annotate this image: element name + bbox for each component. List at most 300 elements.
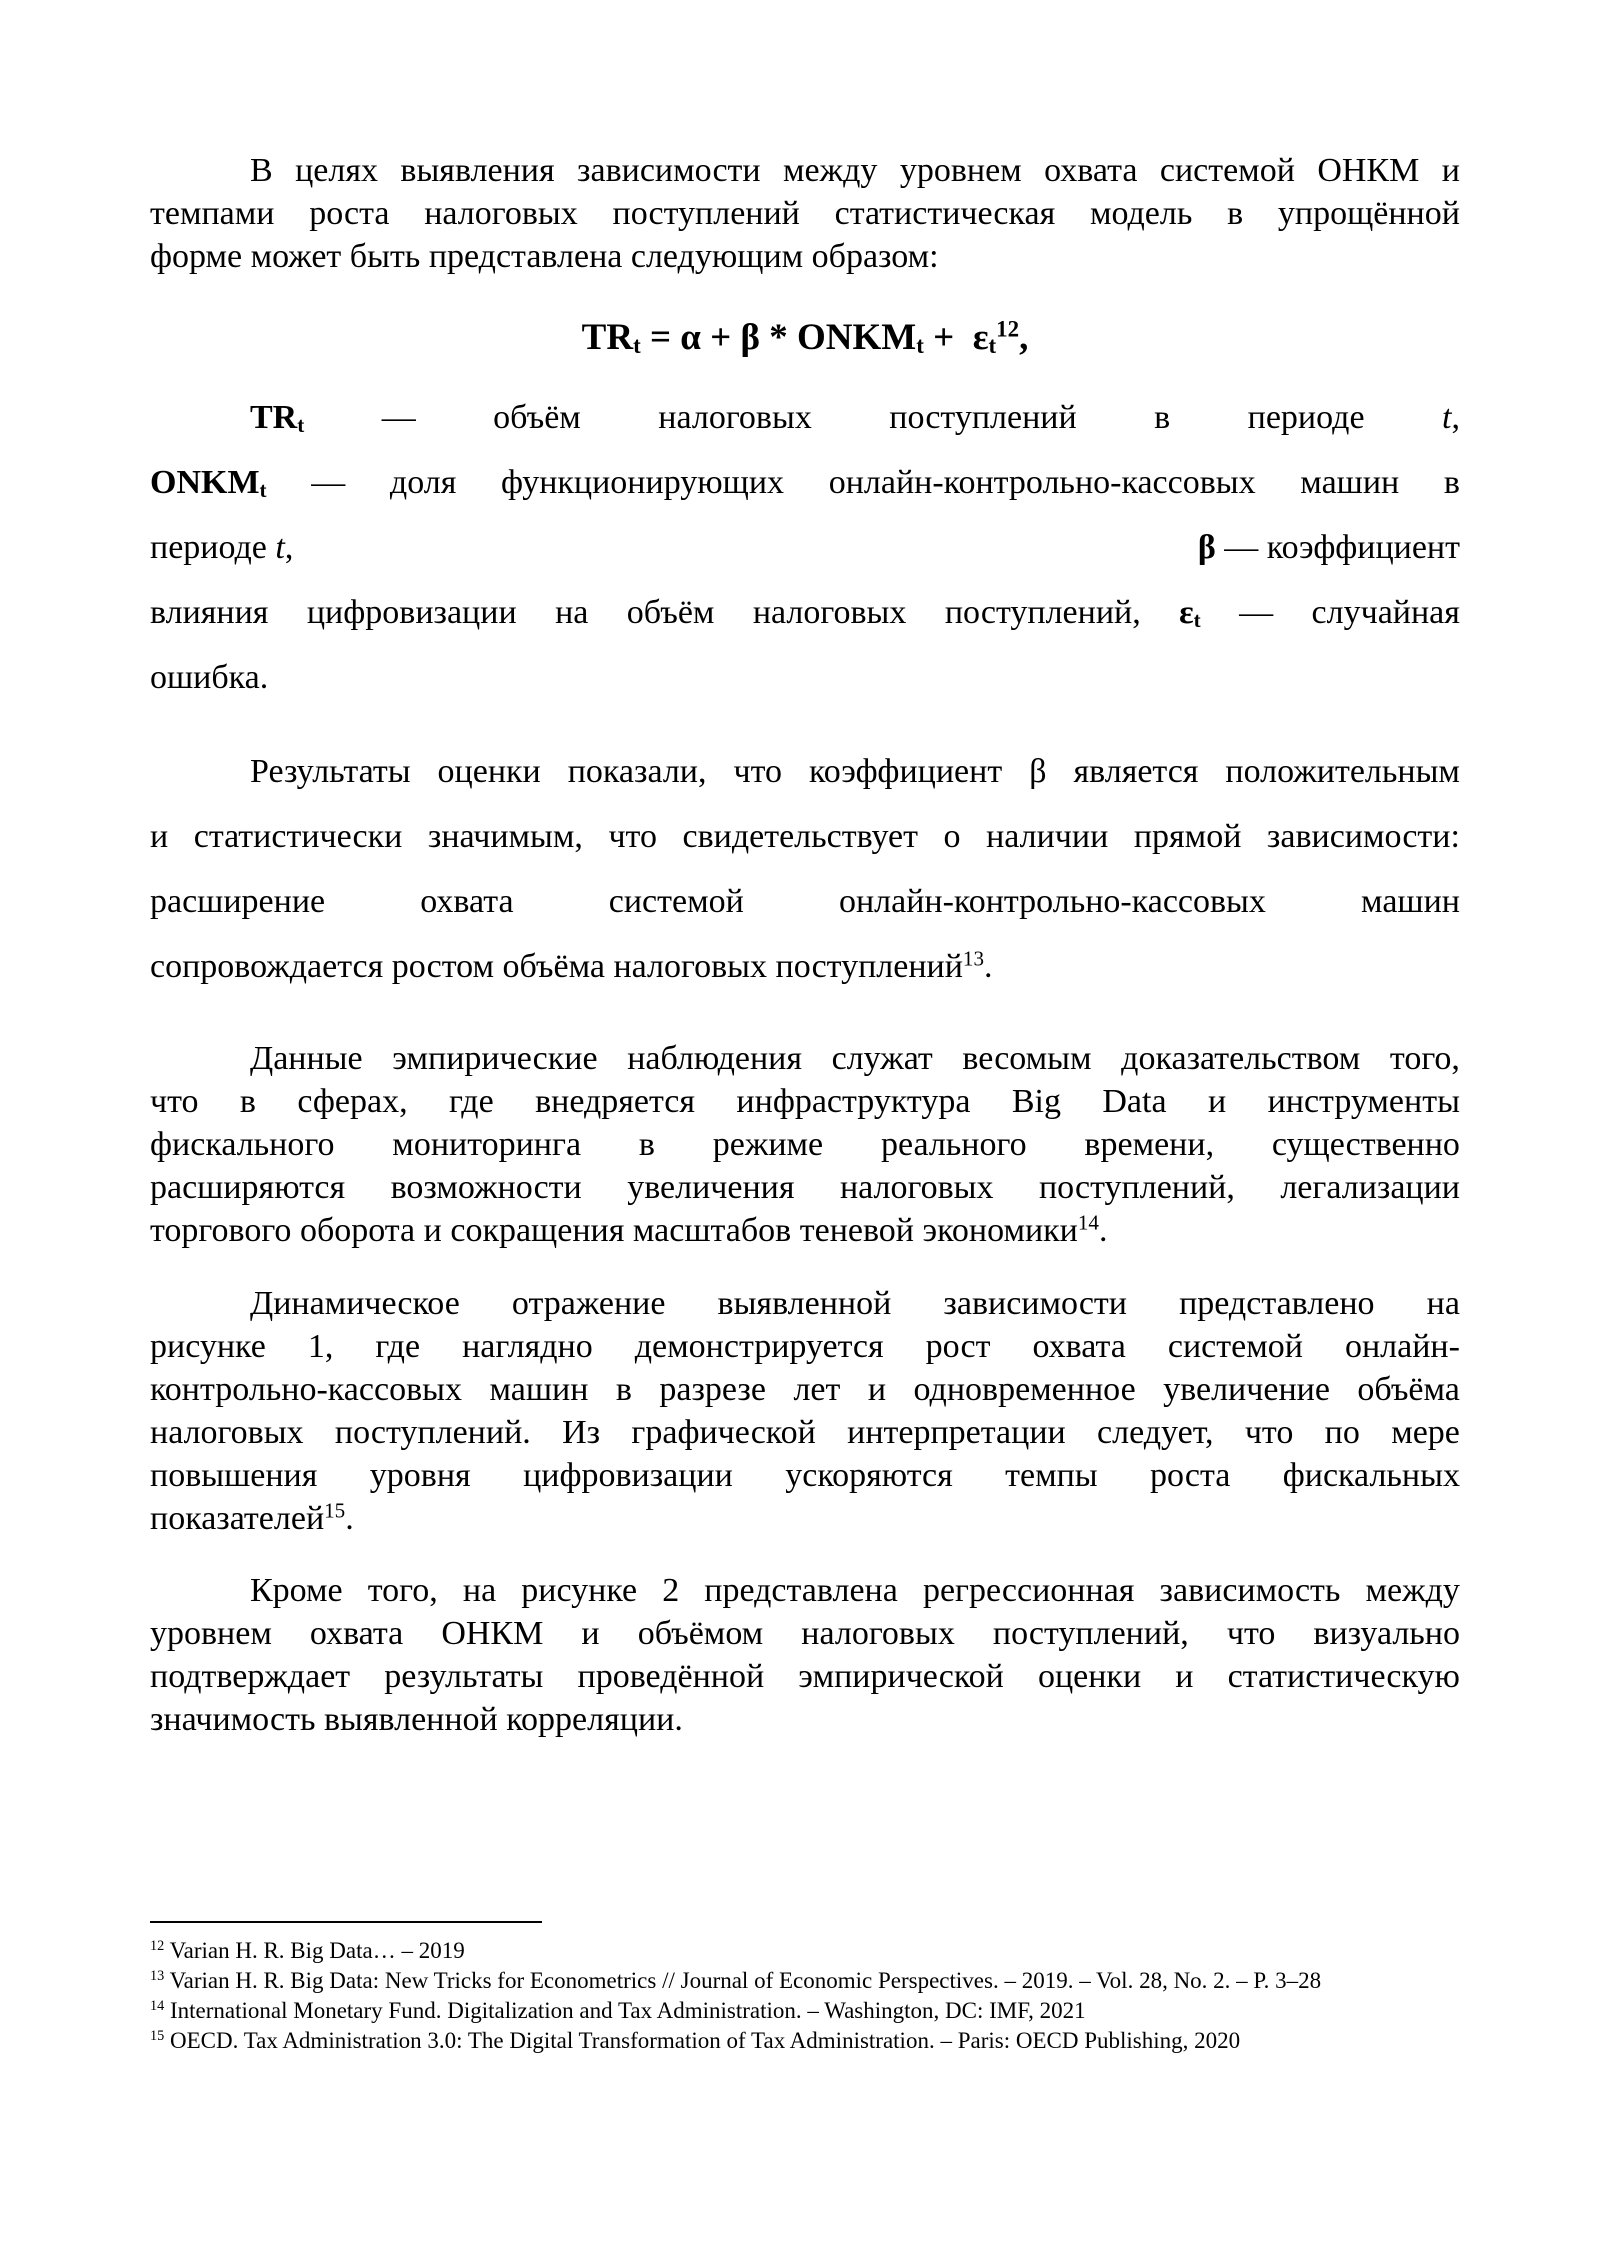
- word-group: [1090, 192, 1192, 235]
- text-run: 2: [662, 1572, 680, 1609]
- text-run: разрезе: [659, 1371, 766, 1408]
- paragraph-figure2: [150, 1569, 1460, 1741]
- word-group: [800, 1212, 914, 1249]
- text-run: системой: [1167, 1328, 1303, 1365]
- word-group: [150, 1411, 304, 1454]
- word-group: [521, 1569, 637, 1612]
- text-run: + ε: [923, 317, 989, 358]
- word-group: [1245, 1411, 1294, 1454]
- word-group: [1361, 869, 1460, 934]
- word-group: [250, 149, 273, 192]
- text-run: Результаты: [250, 753, 411, 790]
- word-group: [627, 1166, 794, 1209]
- word-group: [943, 1282, 1127, 1325]
- text-run: онлайн-: [1344, 1328, 1460, 1365]
- subscript: t: [988, 333, 997, 359]
- text-run: β: [1197, 529, 1216, 566]
- word-group: [1366, 1569, 1460, 1612]
- text-run: увеличения: [627, 1169, 795, 1206]
- word-group: [840, 1166, 994, 1209]
- word-group: [1345, 1325, 1460, 1368]
- text-run: демонстрируется: [634, 1328, 884, 1365]
- word-group: [1150, 1454, 1230, 1497]
- text-line: [150, 1612, 1460, 1655]
- word-group: [1097, 1411, 1213, 1454]
- word-group: [150, 804, 168, 869]
- word-group: [307, 580, 517, 645]
- text-line: [150, 1569, 1460, 1612]
- text-run: роста: [309, 195, 390, 232]
- word-group: [250, 1037, 363, 1080]
- text-run: наблюдения: [627, 1040, 802, 1077]
- word-group: [562, 1411, 600, 1454]
- footnote-13: $^{13}$ Varian H. R. Big Data: New Tricks for Econometrics // Journal of Economic Perspectives. – 2019. – Vol. 28, No. 2. – P. 3–28: [150, 1968, 1322, 1993]
- text-run: представлена: [704, 1572, 898, 1609]
- text-run: налоговых: [658, 399, 812, 436]
- text-run: что: [1244, 1414, 1294, 1451]
- text-line: [150, 1080, 1460, 1123]
- word-group: [150, 1655, 350, 1698]
- text-run: β: [1029, 753, 1047, 790]
- word-group: [501, 450, 784, 515]
- text-run: что: [150, 1083, 199, 1120]
- word-group: [783, 149, 877, 192]
- word-group: [613, 948, 767, 985]
- text-run: в: [1227, 195, 1244, 232]
- text-run: выявления: [400, 152, 555, 189]
- word-group: [250, 1282, 460, 1325]
- word-group: [150, 659, 268, 696]
- text-run: функционирующих: [501, 464, 785, 501]
- text-run: ONKM: [150, 464, 260, 501]
- text-run: лет: [793, 1371, 841, 1408]
- footnote-separator: [150, 1921, 542, 1923]
- text-line: [150, 645, 1460, 710]
- word-group: [428, 804, 583, 869]
- word-group: [613, 192, 800, 235]
- footnote-12: $^{12}$ Varian H. R. Big Data… – 2019: [150, 1938, 465, 1963]
- text-run: значимость: [150, 1701, 316, 1738]
- word-group: [1005, 1454, 1098, 1497]
- word-group: [801, 1612, 955, 1655]
- text-run: коэффициент: [809, 753, 1003, 790]
- text-line: [150, 385, 1460, 450]
- word-group: [616, 1368, 632, 1411]
- text-run: фискального: [150, 1126, 335, 1163]
- word-group: [1160, 1569, 1341, 1612]
- word-group: [1444, 450, 1460, 515]
- text-run: эмпирические: [392, 1040, 598, 1077]
- text-run: легализации: [1280, 1169, 1460, 1206]
- text-run: увеличение: [1163, 1371, 1330, 1408]
- word-group: [424, 192, 578, 235]
- word-group: [1272, 1123, 1460, 1166]
- text-run: инфраструктура: [736, 1083, 971, 1120]
- text-run: фискальных: [1282, 1457, 1460, 1494]
- text-run: возможности: [390, 1169, 582, 1206]
- word-group: [150, 192, 274, 235]
- text-run: зависимости: [943, 1285, 1127, 1322]
- word-group: [368, 1569, 438, 1612]
- text-run: представлена: [428, 238, 623, 275]
- text-line: [150, 869, 1460, 934]
- text-run: отражение: [511, 1285, 666, 1322]
- word-group: [1227, 192, 1243, 235]
- text-run: уровнем: [150, 1615, 272, 1652]
- word-group: [1267, 804, 1460, 869]
- text-run: теневой: [799, 1212, 915, 1249]
- text-run: по: [1324, 1414, 1360, 1451]
- word-group: [1038, 1655, 1141, 1698]
- text-run: поступлений: [612, 195, 800, 232]
- word-group: [627, 580, 715, 645]
- word-group: [1228, 1655, 1460, 1698]
- text-run: интерпретации: [847, 1414, 1066, 1451]
- word-group: [776, 948, 993, 985]
- word-group: [793, 1368, 840, 1411]
- word-group: [493, 385, 581, 450]
- word-group: [889, 385, 1076, 450]
- word-group: [631, 1411, 815, 1454]
- word-group: [370, 1454, 471, 1497]
- word-group: [1102, 1080, 1166, 1123]
- word-group: [375, 1325, 420, 1368]
- superscript: 15: [324, 1498, 346, 1523]
- word-group: [812, 238, 939, 275]
- text-run: целях: [295, 152, 378, 189]
- text-run: налоговых: [424, 195, 578, 232]
- word-group: [734, 739, 783, 804]
- subscript: t: [633, 333, 641, 359]
- text-run: где: [375, 1328, 421, 1365]
- text-run: Кроме: [250, 1572, 343, 1609]
- word-group: [150, 1701, 315, 1738]
- word-group: [829, 450, 1256, 515]
- text-line: [150, 1123, 1460, 1166]
- footnotes: [150, 1936, 1460, 2056]
- text-run: показателей: [150, 1500, 325, 1537]
- text-run: = α + β * ONKM: [640, 317, 917, 358]
- word-group: [923, 1212, 1108, 1249]
- text-run: служат: [831, 1040, 933, 1077]
- superscript: 13: [962, 946, 984, 971]
- text-line: [150, 804, 1460, 869]
- footnote-number: 12: [150, 1938, 165, 1955]
- word-group: [250, 385, 304, 450]
- text-run: охвата: [1044, 152, 1138, 189]
- text-run: на: [1426, 1285, 1460, 1322]
- text-run: упрощённой: [1277, 195, 1460, 232]
- text-line: [150, 515, 1460, 580]
- word-group: [462, 1325, 593, 1368]
- text-run: Данные: [250, 1040, 363, 1077]
- word-group: [633, 1212, 791, 1249]
- paragraph-definitions: [150, 385, 1460, 710]
- subscript: t: [916, 333, 924, 359]
- text-run: масштабов: [632, 1212, 792, 1249]
- word-group: [659, 1368, 766, 1411]
- footnote-number: 13: [150, 1968, 165, 1985]
- word-group: [420, 869, 513, 934]
- word-group: [1168, 1325, 1303, 1368]
- text-run: ОНКМ: [441, 1615, 544, 1652]
- text-run: и: [1207, 1083, 1227, 1120]
- text-run: экономики: [922, 1212, 1078, 1249]
- text-run: .: [345, 1500, 354, 1537]
- text-line: [150, 149, 1460, 192]
- text-run: в: [1443, 464, 1460, 501]
- text-line: [150, 1209, 1460, 1252]
- text-run: налоговых: [150, 1414, 304, 1451]
- word-group: [150, 948, 383, 985]
- text-run: наглядно: [462, 1328, 593, 1365]
- word-group: [847, 1411, 1066, 1454]
- text-run: положительным: [1225, 753, 1460, 790]
- word-group: [150, 1325, 266, 1368]
- text-run: внедряется: [535, 1083, 696, 1120]
- word-group: [785, 1454, 952, 1497]
- text-run: может: [250, 238, 342, 275]
- text-run: ростом: [391, 948, 494, 985]
- word-group: [1268, 1080, 1460, 1123]
- text-run: повышения: [150, 1457, 318, 1494]
- word-group: [683, 804, 919, 869]
- word-group: [382, 385, 416, 450]
- word-group: [1248, 385, 1365, 450]
- word-group: [308, 1325, 334, 1368]
- text-run: образом:: [811, 238, 939, 275]
- text-run: визуально: [1313, 1615, 1460, 1652]
- word-group: [1280, 1166, 1460, 1209]
- subscript: t: [297, 412, 305, 437]
- text-run: поступлений,: [1038, 1169, 1235, 1206]
- text-run: времени,: [1084, 1126, 1215, 1163]
- text-run: на: [462, 1572, 497, 1609]
- word-group: [297, 1080, 407, 1123]
- text-run: модель: [1089, 195, 1193, 232]
- text-run: и: [581, 1615, 600, 1652]
- word-group: [868, 1368, 886, 1411]
- text-run: цифровизации: [523, 1457, 733, 1494]
- text-run: является: [1073, 753, 1199, 790]
- word-group: [390, 450, 456, 515]
- text-run: Big: [1011, 1083, 1061, 1120]
- text-run: машин: [489, 1371, 589, 1408]
- word-group: [835, 192, 1056, 235]
- text-run: мере: [1391, 1414, 1460, 1451]
- text-run: оценки: [437, 753, 541, 790]
- word-group: [962, 1037, 1091, 1080]
- word-group: [1325, 1411, 1360, 1454]
- word-group: [400, 149, 554, 192]
- word-group: [578, 1655, 765, 1698]
- text-run: и: [150, 818, 169, 855]
- text-run: 1,: [307, 1328, 334, 1365]
- text-run: —: [311, 464, 346, 501]
- text-run: прямой: [1133, 818, 1242, 855]
- text-run: .: [984, 948, 993, 985]
- text-run: Из: [562, 1414, 601, 1451]
- word-group: [512, 1282, 666, 1325]
- word-group: [391, 1166, 582, 1209]
- word-group: [424, 1212, 442, 1249]
- word-group: [150, 1212, 291, 1249]
- text-run: онлайн-контрольно-кассовых: [828, 464, 1256, 501]
- word-group: [736, 1080, 970, 1123]
- text-run: что: [733, 753, 783, 790]
- text-run: регрессионная: [922, 1572, 1135, 1609]
- text-line: [150, 1368, 1460, 1411]
- footnote-number: 14: [150, 1998, 165, 2015]
- word-group: [1198, 515, 1460, 580]
- word-group: [1029, 739, 1046, 804]
- word-group: [324, 1701, 498, 1738]
- text-run: роста: [1150, 1457, 1231, 1494]
- text-run: где: [449, 1083, 494, 1120]
- text-line: [150, 450, 1460, 515]
- text-line: [150, 1325, 1460, 1368]
- word-group: [638, 1612, 764, 1655]
- text-run: темпы: [1005, 1457, 1098, 1494]
- word-group: [150, 1368, 462, 1411]
- text-run: налоговых: [752, 594, 907, 631]
- text-run: налоговых: [839, 1169, 994, 1206]
- word-group: [1390, 1037, 1460, 1080]
- text-run: уровнем: [899, 152, 1022, 189]
- word-group: [704, 1569, 898, 1612]
- text-run: в: [615, 1371, 632, 1408]
- word-group: [1442, 149, 1460, 192]
- text-run: объёмом: [637, 1615, 764, 1652]
- text-run: одновременное: [913, 1371, 1136, 1408]
- word-group: [881, 1123, 1027, 1166]
- word-group: [309, 192, 389, 235]
- text-run: сопровождается: [150, 948, 384, 985]
- word-group: [1283, 1454, 1460, 1497]
- text-run: на: [555, 594, 589, 631]
- text-run: между: [783, 152, 878, 189]
- text-run: сферах,: [297, 1083, 408, 1120]
- word-group: [944, 804, 961, 869]
- word-group: [609, 869, 744, 934]
- subscript: t: [259, 477, 267, 502]
- text-run: t: [1442, 399, 1452, 436]
- text-run: между: [1365, 1572, 1460, 1609]
- text-run: форме: [150, 238, 243, 275]
- text-run: — коэффициент: [1215, 529, 1460, 566]
- text-run: онлайн-контрольно-кассовых: [838, 883, 1266, 920]
- text-run: выявленной: [717, 1285, 892, 1322]
- text-run: о: [943, 818, 961, 855]
- text-run: цифровизации: [306, 594, 517, 631]
- text-run: охвата: [420, 883, 514, 920]
- text-run: расширяются: [150, 1169, 346, 1206]
- paragraph-intro: [150, 149, 1460, 278]
- word-group: [449, 1080, 494, 1123]
- text-run: —: [1239, 594, 1274, 631]
- text-run: мониторинга: [392, 1126, 582, 1163]
- text-run: объёма: [502, 948, 605, 985]
- text-run: объём: [626, 594, 715, 631]
- word-group: [1225, 739, 1460, 804]
- text-line: [150, 1166, 1460, 1209]
- word-group: [489, 1368, 588, 1411]
- word-group: [608, 804, 657, 869]
- text-run: ошибка.: [150, 659, 269, 696]
- text-run: зависимость: [1159, 1572, 1341, 1609]
- text-run: рисунке: [521, 1572, 638, 1609]
- word-group: [993, 1612, 1189, 1655]
- text-run: сокращения: [450, 1212, 625, 1249]
- text-run: показали,: [567, 753, 707, 790]
- word-group: [150, 1166, 345, 1209]
- word-group: [384, 1655, 543, 1698]
- word-group: [627, 1037, 802, 1080]
- text-line: [150, 311, 1460, 365]
- text-run: ,: [1451, 399, 1460, 436]
- word-group: [639, 1123, 655, 1166]
- text-run: быть: [349, 238, 421, 275]
- word-group: [150, 1080, 199, 1123]
- text-run: в: [638, 1126, 655, 1163]
- text-line: [150, 235, 1460, 278]
- word-group: [555, 580, 588, 645]
- word-group: [1312, 580, 1460, 645]
- word-group: [581, 1612, 599, 1655]
- text-line: [150, 1497, 1460, 1540]
- word-group: [300, 1212, 415, 1249]
- text-run: того,: [1389, 1040, 1460, 1077]
- text-run: что: [1226, 1615, 1276, 1652]
- word-group: [1227, 1612, 1276, 1655]
- text-run: что: [608, 818, 657, 855]
- text-run: периоде: [150, 529, 276, 566]
- text-run: поступлений,: [992, 1615, 1189, 1652]
- text-run: t: [275, 529, 285, 566]
- word-group: [839, 869, 1266, 934]
- word-group: [392, 1123, 581, 1166]
- word-group: [150, 1500, 354, 1537]
- word-group: [523, 1454, 733, 1497]
- text-run: ,: [1019, 317, 1029, 358]
- word-group: [577, 149, 761, 192]
- word-group: [986, 804, 1108, 869]
- word-group: [350, 238, 421, 275]
- text-run: ε: [1179, 594, 1194, 631]
- word-group: [1134, 804, 1242, 869]
- word-group: [832, 1037, 933, 1080]
- word-group: [914, 1368, 1136, 1411]
- superscript: 12: [996, 316, 1020, 342]
- subscript: t: [1193, 607, 1201, 632]
- word-group: [1317, 149, 1419, 192]
- text-run: рост: [925, 1328, 991, 1365]
- text-run: статистическую: [1227, 1658, 1460, 1695]
- paragraph-empirical: [150, 1037, 1460, 1252]
- text-run: оценки: [1037, 1658, 1142, 1695]
- word-group: [1179, 580, 1201, 645]
- word-group: [809, 739, 1002, 804]
- word-group: [1039, 1166, 1235, 1209]
- word-group: [250, 739, 411, 804]
- paragraph-figure1: [150, 1282, 1460, 1540]
- word-group: [1442, 385, 1460, 450]
- text-run: зависимости:: [1266, 818, 1460, 855]
- word-group: [240, 1080, 256, 1123]
- text-run: TR: [250, 399, 298, 436]
- text-run: значимым,: [427, 818, 583, 855]
- text-run: расширение: [150, 883, 326, 920]
